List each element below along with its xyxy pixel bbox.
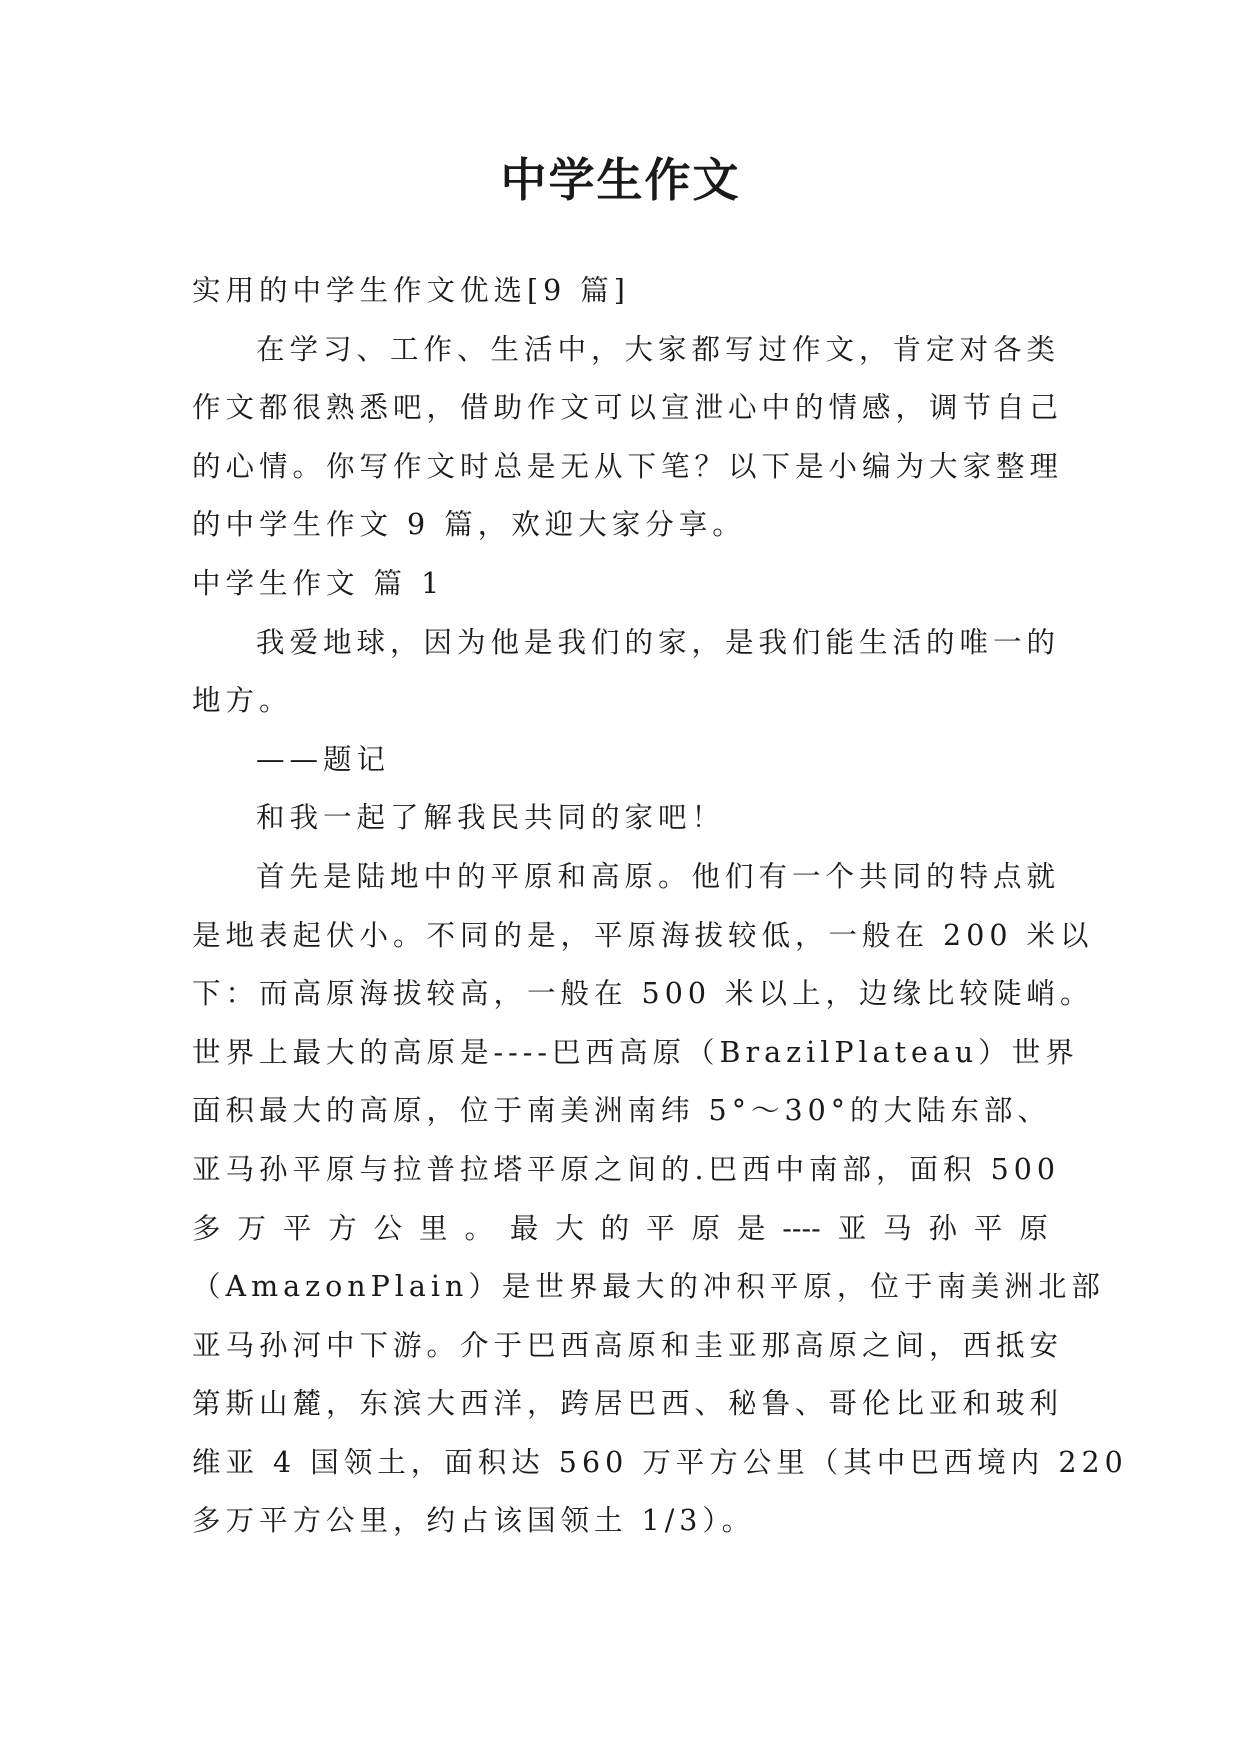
paragraph-line: 维亚 4 国领土，面积达 560 万平方公里（其中巴西境内 220 [192,1445,1128,1479]
word-token: 的 [600,1211,630,1245]
word-token: 是 [736,1211,766,1245]
word-token: 里 [419,1211,448,1245]
intro-paragraph-line: 的心情。你写作文时总是无从下笔？以下是小编为大家整理 [192,449,1064,483]
paragraph-line: 首先是陆地中的平原和高原。他们有一个共同的特点就 [256,859,1061,893]
word-token: 多 [192,1211,221,1245]
subtitle-line: 实用的中学生作文优选[9 篇] [192,274,630,307]
paragraph-line: 亚马孙河中下游。介于巴西高原和圭亚那高原之间，西抵安 [192,1328,1064,1362]
word-token: 公 [373,1211,403,1245]
word-token: 大 [555,1211,584,1245]
word-token: 孙 [928,1211,958,1245]
paragraph-line: 第斯山麓，东滨大西洋，跨居巴西、秘鲁、哥伦比亚和玻利 [192,1387,1064,1421]
epigraph-attribution: ——题记 [256,742,391,776]
word-token: 马 [883,1211,912,1245]
paragraph-line: 面积最大的高原，位于南美洲南纬 5°～30°的大陆东部、 [192,1094,1051,1128]
word-token: 万 [237,1211,266,1245]
word-token: 原 [691,1211,720,1245]
intro-paragraph-line: 作文都很熟悉吧，借助作文可以宣泄心中的情感，调节自己 [192,391,1064,425]
paragraph-line: 我爱地球，因为他是我们的家，是我们能生活的唯一的 [256,625,1061,659]
word-token: 方 [328,1211,357,1245]
word-token: 亚 [837,1211,867,1245]
paragraph-line: 和我一起了解我民共同的家吧！ [256,801,726,835]
paragraph-line: （AmazonPlain）是世界最大的冲积平原，位于南美洲北部 [192,1270,1105,1304]
paragraph-line-justified [192,1200,1048,1259]
word-token: 平 [282,1211,312,1245]
paragraph-line: 世界上最大的高原是----巴西高原（BrazilPlateau）世界 [192,1035,1079,1069]
document-title: 中学生作文 [500,153,741,207]
word-token: 最 [509,1211,539,1245]
paragraph-line: 地方。 [192,684,293,718]
paragraph-line: 下：而高原海拔较高，一般在 500 米以上，边缘比较陡峭。 [192,977,1094,1011]
word-token: 平 [646,1211,675,1245]
intro-paragraph-line: 在学习、工作、生活中，大家都写过作文，肯定对各类 [256,332,1061,366]
paragraph-line: 多万平方公里，约占该国领土 1/3）。 [192,1504,756,1538]
intro-paragraph-line: 的中学生作文 9 篇，欢迎大家分享。 [192,508,746,542]
paragraph-line: 亚马孙平原与拉普拉塔平原之间的.巴西中南部，面积 500 [192,1152,1061,1186]
word-token: 平 [973,1211,1003,1245]
word-token: ---- [782,1211,821,1245]
document-body [192,262,1128,1551]
section-heading: 中学生作文 篇 1 [192,566,445,600]
word-token: 原 [1019,1211,1048,1245]
paragraph-line: 是地表起伏小。不同的是，平原海拔较低，一般在 200 米以 [192,918,1094,952]
word-token: 。 [464,1211,493,1245]
